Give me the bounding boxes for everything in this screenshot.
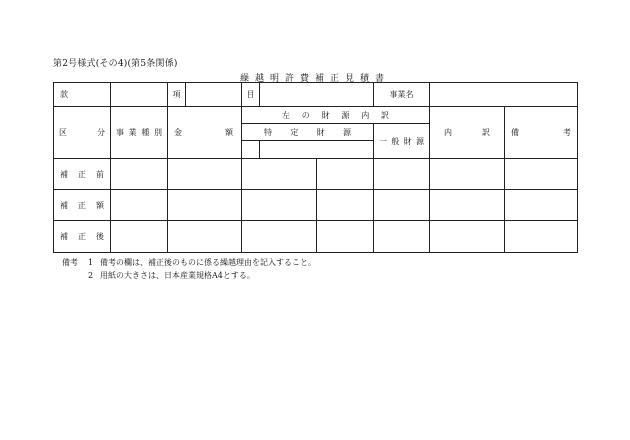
kingaku-input[interactable] — [168, 159, 242, 190]
moku-label: 目 — [246, 90, 255, 99]
tokutei-sub-2 — [260, 141, 374, 159]
naiyaku-input[interactable] — [430, 221, 505, 253]
tokutei-input-1[interactable] — [242, 221, 317, 253]
jigyo-shubetsu-input[interactable] — [111, 221, 168, 253]
tokutei-input-2[interactable] — [317, 190, 374, 221]
jigyomei-value[interactable] — [430, 83, 578, 107]
table-row — [54, 190, 578, 221]
kan-cell — [54, 83, 111, 107]
row-label: 補 正 前 — [60, 169, 104, 179]
row-label-cell — [54, 190, 111, 221]
ippan-input[interactable] — [374, 159, 430, 190]
note-number: 1 — [88, 258, 94, 267]
note-item — [62, 256, 316, 269]
tokutei-sub-1 — [242, 141, 260, 159]
naiyaku-input[interactable] — [430, 159, 505, 190]
tokutei-zaigen-header — [242, 124, 374, 141]
jigyo-shubetsu-input[interactable] — [111, 159, 168, 190]
note-text: 備考の欄は、補正後のものに係る繰越理由を記入すること。 — [100, 258, 316, 267]
naiyaku-header — [430, 107, 505, 159]
jigyo-shubetsu-header — [111, 107, 168, 159]
notes — [62, 256, 316, 282]
kou-value[interactable] — [186, 83, 242, 107]
note-text: 用紙の大きさは、日本産業規格A4とする。 — [100, 271, 255, 280]
row-label-cell — [54, 159, 111, 190]
column-header-row-1 — [54, 107, 578, 124]
ippan-zaigen-header — [374, 124, 430, 159]
table-row — [54, 159, 578, 190]
kubun-label: 区 分 — [59, 128, 105, 137]
row-label-cell — [54, 221, 111, 253]
moku-cell — [242, 83, 260, 107]
moku-value[interactable] — [260, 83, 374, 107]
notes-label: 備考 — [62, 258, 78, 267]
table-row — [54, 221, 578, 253]
zaigen-uchiwake-header — [242, 107, 430, 124]
note-item — [62, 269, 316, 282]
header-row — [54, 83, 578, 107]
zaigen-uchiwake-label: 左 の 財 源 内 訳 — [282, 110, 389, 120]
ippan-input[interactable] — [374, 190, 430, 221]
document-title: 繰越明許費補正見積書 — [239, 74, 390, 84]
row-label: 補 正 額 — [60, 200, 104, 210]
kingaku-input[interactable] — [168, 190, 242, 221]
jigyomei-cell — [374, 83, 430, 107]
jigyomei-label: 事業名 — [389, 90, 414, 99]
ippan-zaigen-label: 一 般 財 源 — [379, 136, 424, 146]
kan-label: 款 — [60, 90, 68, 99]
naiyaku-input[interactable] — [430, 190, 505, 221]
biko-label: 備 考 — [511, 128, 571, 137]
kubun-header — [54, 107, 111, 159]
kingaku-header — [168, 107, 242, 159]
ippan-input[interactable] — [374, 221, 430, 253]
jigyo-shubetsu-input[interactable] — [111, 190, 168, 221]
biko-input[interactable] — [505, 159, 578, 190]
kou-cell — [168, 83, 186, 107]
tokutei-input-1[interactable] — [242, 159, 317, 190]
jigyo-shubetsu-label: 事 業 種 別 — [116, 128, 162, 137]
tokutei-input-2[interactable] — [317, 221, 374, 253]
biko-input[interactable] — [505, 221, 578, 253]
kan-value[interactable] — [111, 83, 168, 107]
estimate-table — [53, 82, 578, 253]
biko-header — [505, 107, 578, 159]
note-number: 2 — [88, 271, 94, 280]
kingaku-input[interactable] — [168, 221, 242, 253]
form-reference: 第2号様式(その4)(第5条関係) — [53, 59, 178, 69]
tokutei-input-1[interactable] — [242, 190, 317, 221]
kou-label: 項 — [172, 90, 181, 99]
tokutei-zaigen-label: 特 定 財 源 — [264, 127, 351, 137]
tokutei-input-2[interactable] — [317, 159, 374, 190]
row-label: 補 正 後 — [60, 232, 104, 241]
naiyaku-label: 内 訳 — [444, 128, 490, 137]
biko-input[interactable] — [505, 190, 578, 221]
kingaku-label: 金 額 — [174, 128, 233, 137]
